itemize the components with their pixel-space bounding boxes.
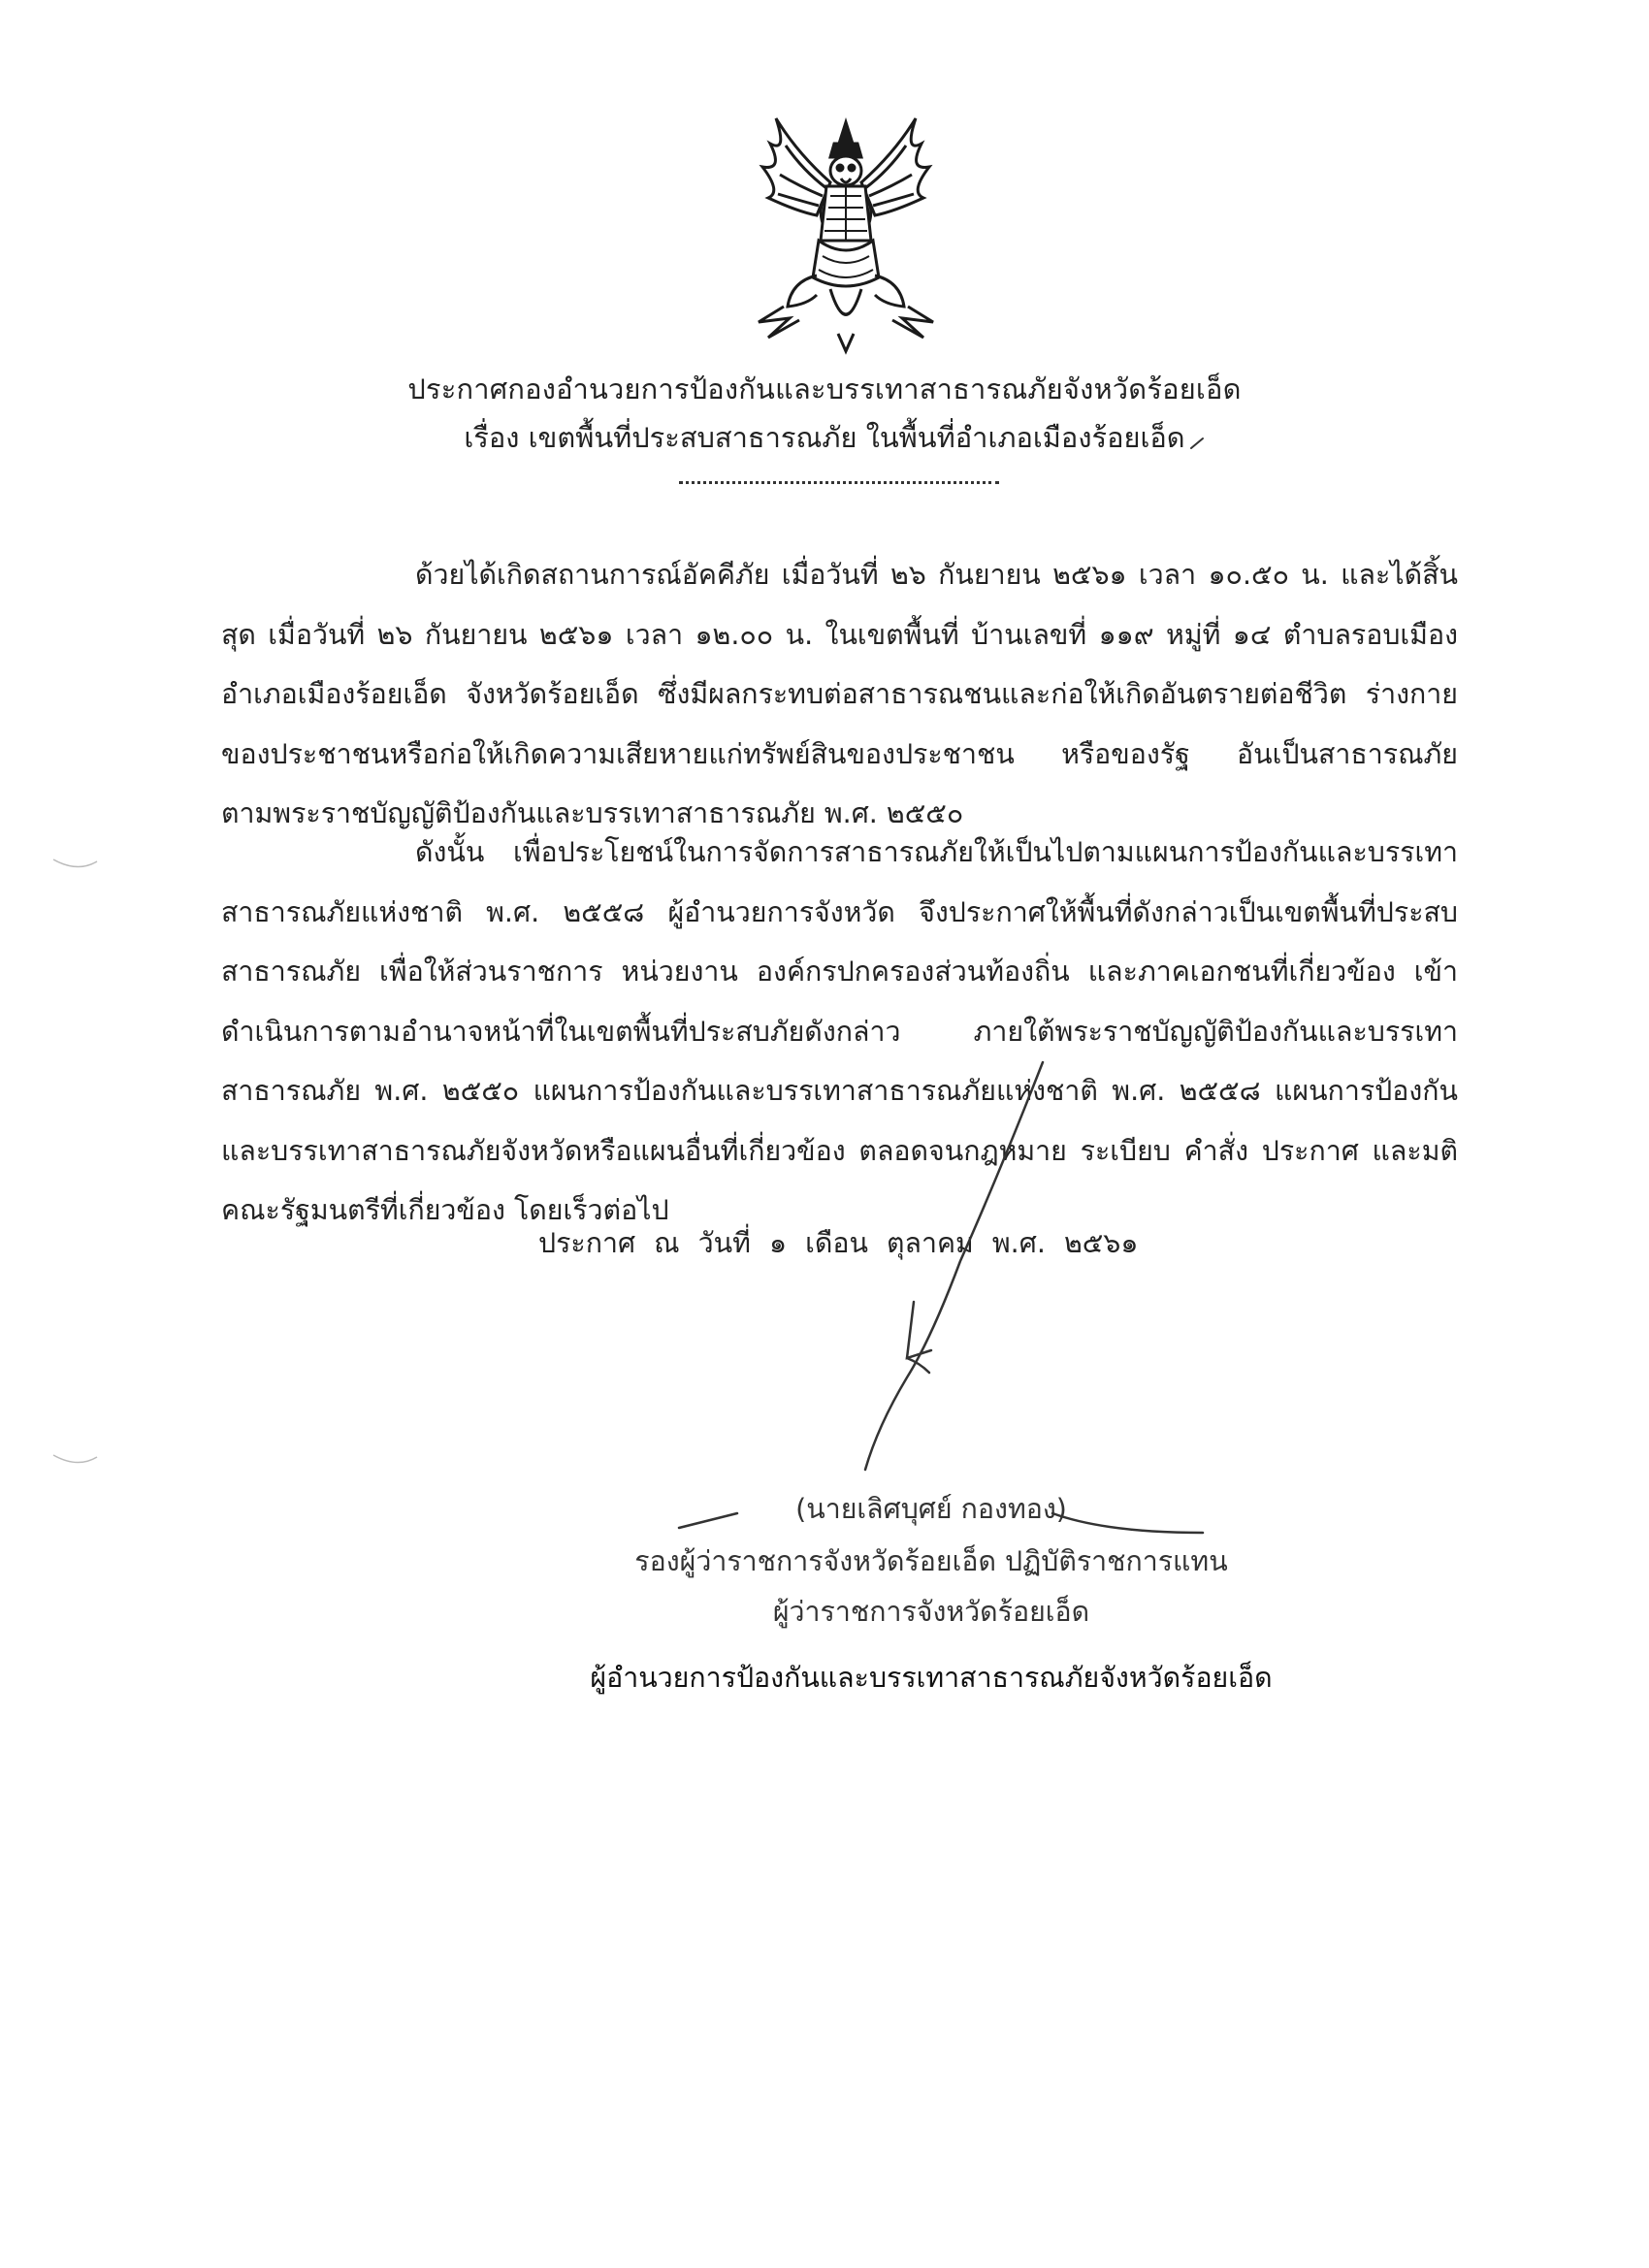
- signatory-position: รองผู้ว่าราชการจังหวัดร้อยเอ็ด ปฏิบัติราชการแทน: [634, 1545, 1228, 1577]
- body-paragraph-2: ดังนั้น เพื่อประโยชน์ในการจัดการสาธารณภัยให้เป็นไปตามแผนการป้องกันและบรรเทาสาธารณภัยแห่งชาติ พ.ศ. ๒๕๕๘ ผู้อำนวยการจังหวัด จึงประกาศให้พื้นที่ดังกล่าวเป็นเขตพื้นที่ประสบสาธารณภัย เพื่อให้ส่วนราชการ หน่วยงาน องค์กรปกครองส่วนท้องถิ่น และภาคเอกชนที่เกี่ยวข้อง เข้าดำเนินการตามอำนาจหน้าที่ในเขตพื้นที่ประสบภัยดังกล่าว ภายใต้พระราชบัญญัติป้องกันและบรรเทาสาธารณภัย พ.ศ. ๒๕๕๐ แผนการป้องกันและบรรเทาสาธารณภัยแห่งชาติ พ.ศ. ๒๕๕๘ แผนการป้องกันและบรรเทาสาธารณภัยจังหวัดหรือแผนอื่นที่เกี่ยวข้อง ตลอดจนกฎหมาย ระเบียบ คำสั่ง ประกาศ และมติคณะรัฐมนตรีที่เกี่ยวข้อง โดยเร็วต่อไป: [221, 836, 1458, 1226]
- garuda-emblem-icon: [749, 114, 943, 355]
- announcement-date: ประกาศ ณ วันที่ ๑ เดือน ตุลาคม พ.ศ. ๒๕๖๑: [538, 1227, 1139, 1259]
- signatory-organization: ผู้อำนวยการป้องกันและบรรเทาสาธารณภัยจังหวัดร้อยเอ็ด: [590, 1662, 1273, 1694]
- body-paragraph-1: ด้วยได้เกิดสถานการณ์อัคคีภัย เมื่อวันที่ ๒๖ กันยายน ๒๕๖๑ เวลา ๑๐.๕๐ น. และได้สิ้นสุด เมื่อวันที่ ๒๖ กันยายน ๒๕๖๑ เวลา ๑๒.๐๐ น. ในเขตพื้นที่ บ้านเลขที่ ๑๑๙ หมู่ที่ ๑๔ ตำบลรอบเมือง อำเภอเมืองร้อยเอ็ด จังหวัดร้อยเอ็ด ซึ่งมีผลกระทบต่อสาธารณชนและก่อให้เกิดอันตรายต่อชีวิต ร่างกายของประชาชนหรือก่อให้เกิดความเสียหายแก่ทรัพย์สินของประชาชน หรือของรัฐ อันเป็นสาธารณภัย ตามพระราชบัญญัติป้องกันและบรรเทาสาธารณภัย พ.ศ. ๒๕๕๐: [221, 559, 1458, 829]
- signatory-name: (นายเลิศบุศย์ กองทอง): [795, 1493, 1067, 1525]
- announcement-subject: เรื่อง เขตพื้นที่ประสบสาธารณภัย ในพื้นที่อำเภอเมืองร้อยเอ็ด: [464, 421, 1185, 454]
- announcement-title: ประกาศกองอำนวยการป้องกันและบรรเทาสาธารณภัยจังหวัดร้อยเอ็ด: [407, 373, 1242, 405]
- signatory-position-governor: ผู้ว่าราชการจังหวัดร้อยเอ็ด: [772, 1596, 1090, 1628]
- dotted-divider: [679, 481, 999, 484]
